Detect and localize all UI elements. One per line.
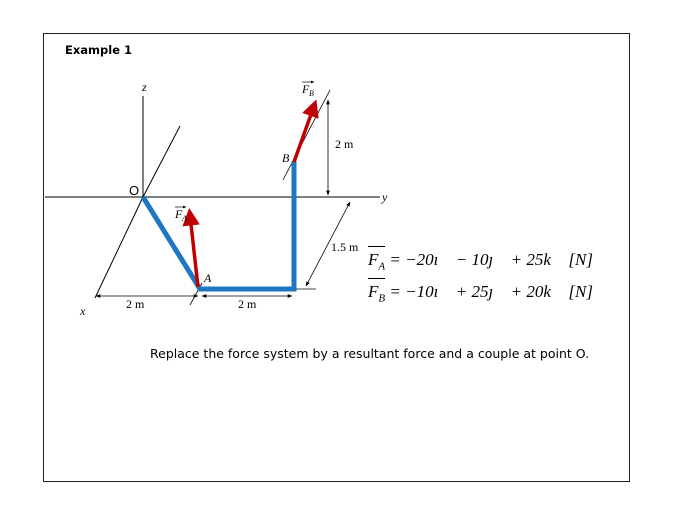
equation-fa-symbol: $F_A$ (368, 250, 385, 272)
problem-statement: Replace the force system by a resultant force and a couple at point O. (150, 346, 590, 361)
fb-label-letter: F (302, 82, 310, 96)
fb-label-subscript: B (309, 89, 314, 98)
point-b-label: B (282, 151, 290, 165)
y-dimension-label: 2 m (238, 297, 257, 311)
equation-fb-symbol: $F_B$ (368, 282, 385, 304)
fa-label (174, 207, 187, 223)
force-fb-arrow (294, 106, 314, 162)
equation-fa-overarrow (368, 246, 385, 247)
y-axis-label: y (382, 190, 388, 204)
equation-fa-rhs: = −20ı⃗ − 10ȷ⃗ + 25k⃗ [N] (389, 250, 593, 269)
point-a-label: A (204, 271, 212, 285)
x-axis (95, 197, 143, 298)
back-axis-line (143, 126, 180, 197)
example-title: Example 1 (65, 43, 132, 57)
height-dimension-label: 2 m (335, 137, 354, 151)
equation-fb-overarrow (368, 278, 385, 279)
equation-fb (368, 282, 593, 304)
equation-fa (368, 250, 593, 272)
x-dimension-label: 2 m (126, 297, 145, 311)
equation-fb-rhs: = −10ı⃗ + 25ȷ⃗ + 20k⃗ [N] (389, 282, 593, 301)
structural-member (143, 161, 294, 289)
fa-label-letter: F (175, 207, 183, 221)
depth-dimension-label: 1.5 m (331, 240, 359, 254)
fa-label-subscript: A (182, 214, 187, 223)
z-axis-label: z (142, 80, 147, 94)
x-axis-label: x (80, 304, 86, 318)
fb-label (301, 82, 314, 98)
b-guide-line (283, 90, 330, 180)
origin-label: O (129, 183, 140, 198)
